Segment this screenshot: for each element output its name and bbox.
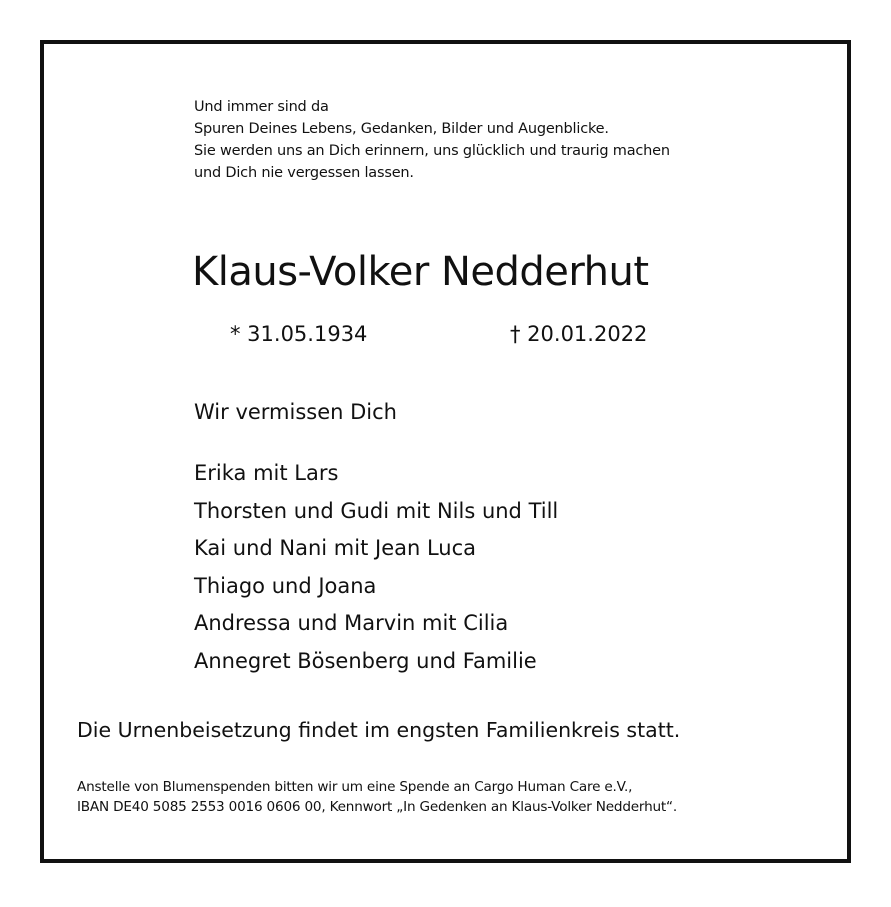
birth-date: * 31.05.1934	[230, 322, 368, 346]
donation-line-2: IBAN DE40 5085 2553 0016 0606 00, Kennwort „In Gedenken an Klaus-Volker Nedderhut“.	[77, 799, 678, 815]
death-date: † 20.01.2022	[510, 322, 648, 346]
poem-line-2: Spuren Deines Lebens, Gedanken, Bilder und Augenblicke.	[194, 121, 609, 137]
mourner-entry: Thorsten und Gudi mit Nils und Till	[194, 498, 559, 523]
donation-notice	[77, 777, 677, 817]
mourner-entry: Andressa und Marvin mit Cilia	[194, 611, 509, 635]
poem-line-4: und Dich nie vergessen lassen.	[194, 165, 414, 181]
mourners-list	[194, 455, 558, 680]
poem-line-1: Und immer sind da	[194, 99, 329, 115]
donation-line-1: Anstelle von Blumenspenden bitten wir um eine Spende an Cargo Human Care e.V.,	[77, 779, 633, 795]
deceased-name: Klaus-Volker Nedderhut	[192, 249, 649, 295]
mourning-message: Wir vermissen Dich	[194, 400, 397, 424]
mourner-entry: Erika mit Lars	[194, 461, 339, 485]
memorial-poem	[194, 96, 794, 184]
obituary-frame	[40, 40, 851, 863]
mourner-entry: Thiago und Joana	[194, 573, 377, 598]
poem-line-3: Sie werden uns an Dich erinnern, uns glücklich und traurig machen	[194, 143, 670, 159]
mourner-entry: Annegret Bösenberg und Familie	[194, 648, 537, 673]
mourner-entry: Kai und Nani mit Jean Luca	[194, 536, 477, 560]
burial-notice: Die Urnenbeisetzung findet im engsten Familienkreis statt.	[77, 718, 681, 742]
